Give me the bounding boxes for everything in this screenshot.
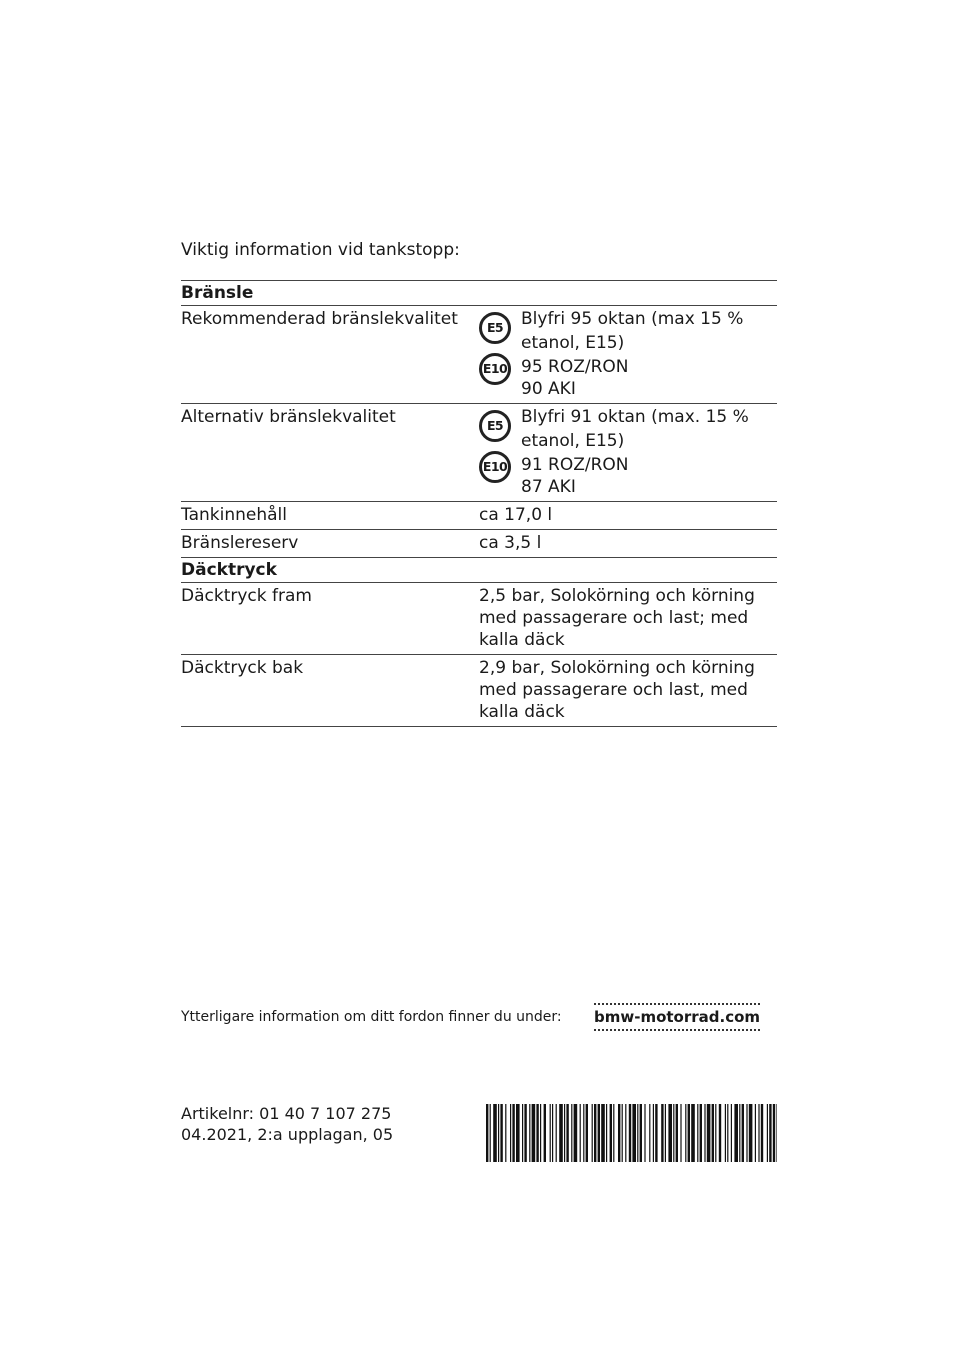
row-fuel-reserve	[181, 529, 777, 557]
barcode-bar	[618, 1104, 620, 1162]
barcode-bar	[746, 1104, 747, 1162]
barcode-bar	[586, 1104, 588, 1162]
row-recommended-fuel	[181, 305, 777, 403]
barcode-bar	[632, 1104, 636, 1162]
barcode-bar	[769, 1104, 771, 1162]
row-alternative-fuel	[181, 403, 777, 501]
page-heading: Viktig information vid tankstopp:	[181, 240, 460, 260]
barcode-bar	[739, 1104, 740, 1162]
barcode-bar	[637, 1104, 638, 1162]
barcode-bar	[755, 1104, 756, 1162]
section-tire-pressure	[181, 557, 777, 582]
barcode-bar	[606, 1104, 607, 1162]
row-label: Däcktryck fram	[181, 586, 312, 606]
barcode-bar	[529, 1104, 530, 1162]
barcode-bar	[655, 1104, 657, 1162]
barcode-bar	[613, 1104, 614, 1162]
article-info	[181, 1103, 393, 1145]
barcode-bar	[665, 1104, 666, 1162]
barcode-bar	[486, 1104, 488, 1162]
barcode-bar	[749, 1104, 753, 1162]
row-label: Däcktryck bak	[181, 658, 304, 678]
fuel-line: 91 ROZ/RON	[521, 455, 629, 475]
fuel-line: 87 AKI	[521, 477, 576, 497]
row-tire-front	[181, 582, 777, 654]
website-link[interactable]: bmw-motorrad.com	[594, 1003, 760, 1031]
barcode-bar	[512, 1104, 514, 1162]
barcode-bar	[522, 1104, 523, 1162]
barcode-bar	[625, 1104, 626, 1162]
barcode-bar	[544, 1104, 546, 1162]
barcode-bar	[649, 1104, 650, 1162]
barcode-bar	[594, 1104, 596, 1162]
barcode-bar	[564, 1104, 565, 1162]
barcode-bar	[767, 1104, 768, 1162]
barcode-bar	[559, 1104, 563, 1162]
barcode-bar	[490, 1104, 491, 1162]
barcode	[486, 1104, 777, 1162]
row-value: 2,9 bar, Solokörning och körning med passagerare och last, med kalla däck	[479, 658, 755, 722]
fuel-line: Blyfri 91 oktan (max. 15 %	[521, 407, 749, 427]
section-title-tire: Däcktryck	[181, 560, 277, 580]
barcode-bar	[566, 1104, 568, 1162]
barcode-bar	[676, 1104, 678, 1162]
barcode-bar	[668, 1104, 672, 1162]
fuel-line: etanol, E15)	[521, 431, 625, 451]
barcode-bar	[712, 1104, 714, 1162]
fuel-line: Blyfri 95 oktan (max 15 %	[521, 309, 744, 329]
row-value: ca 3,5 l	[479, 533, 542, 553]
fuel-line: 90 AKI	[521, 379, 576, 399]
barcode-bar	[731, 1104, 732, 1162]
barcode-bar	[571, 1104, 572, 1162]
barcode-bar	[493, 1104, 497, 1162]
barcode-bar	[536, 1104, 538, 1162]
barcode-bar	[704, 1104, 705, 1162]
barcode-bar	[691, 1104, 695, 1162]
barcode-bar	[583, 1104, 584, 1162]
barcode-bar	[516, 1104, 520, 1162]
barcode-bar	[673, 1104, 674, 1162]
row-label: Bränslereserv	[181, 533, 299, 553]
barcode-bar	[697, 1104, 698, 1162]
barcode-bar	[653, 1104, 654, 1162]
row-label: Tankinnehåll	[181, 505, 287, 525]
barcode-bar	[524, 1104, 526, 1162]
barcode-bar	[498, 1104, 499, 1162]
barcode-bar	[592, 1104, 593, 1162]
barcode-bar	[598, 1104, 600, 1162]
row-label: Rekommenderad bränslekvalitet	[181, 309, 458, 329]
barcode-bar	[700, 1104, 702, 1162]
barcode-bar	[680, 1104, 681, 1162]
barcode-bar	[601, 1104, 605, 1162]
barcode-bar	[610, 1104, 612, 1162]
barcode-bar	[758, 1104, 759, 1162]
section-title-fuel: Bränsle	[181, 283, 254, 303]
row-value	[479, 306, 777, 403]
edition-info: 04.2021, 2:a upplagan, 05	[181, 1125, 394, 1144]
barcode-bar	[727, 1104, 728, 1162]
barcode-bar	[550, 1104, 551, 1162]
barcode-bar	[505, 1104, 506, 1162]
barcode-bar	[734, 1104, 738, 1162]
fuel-line: 95 ROZ/RON	[521, 357, 629, 377]
barcode-bar	[644, 1104, 645, 1162]
section-fuel	[181, 280, 777, 305]
barcode-bar	[725, 1104, 726, 1162]
barcode-bar	[500, 1104, 502, 1162]
e5-fuel-icon: E5	[479, 410, 511, 442]
barcode-bar	[629, 1104, 631, 1162]
fuel-line: etanol, E15)	[521, 333, 625, 353]
barcode-bar	[661, 1104, 663, 1162]
row-label: Alternativ bränslekvalitet	[181, 407, 396, 427]
barcode-bar	[688, 1104, 690, 1162]
row-value	[479, 404, 777, 501]
barcode-bar	[719, 1104, 721, 1162]
article-number: Artikelnr: 01 40 7 107 275	[181, 1104, 392, 1123]
barcode-bar	[556, 1104, 557, 1162]
footer-info-text: Ytterligare information om ditt fordon finner du under:	[181, 1009, 562, 1025]
barcode-bar	[640, 1104, 642, 1162]
row-tank-capacity	[181, 501, 777, 529]
barcode-bar	[622, 1104, 623, 1162]
barcode-bar	[540, 1104, 541, 1162]
barcode-bar	[776, 1104, 777, 1162]
row-value: 2,5 bar, Solokörning och körning med passagerare och last; med kalla däck	[479, 586, 755, 650]
spec-table	[181, 280, 777, 727]
barcode-bar	[761, 1104, 763, 1162]
barcode-bar	[742, 1104, 744, 1162]
barcode-bar	[552, 1104, 553, 1162]
e10-fuel-icon: E10	[479, 451, 511, 483]
barcode-bar	[707, 1104, 711, 1162]
e5-fuel-icon: E5	[479, 312, 511, 344]
barcode-bar	[574, 1104, 578, 1162]
e10-fuel-icon: E10	[479, 353, 511, 385]
row-value: ca 17,0 l	[479, 505, 553, 525]
barcode-bar	[510, 1104, 511, 1162]
barcode-bar	[773, 1104, 775, 1162]
barcode-bar	[685, 1104, 686, 1162]
barcode-bar	[532, 1104, 536, 1162]
barcode-bar	[715, 1104, 716, 1162]
row-tire-rear	[181, 654, 777, 727]
barcode-bar	[580, 1104, 581, 1162]
